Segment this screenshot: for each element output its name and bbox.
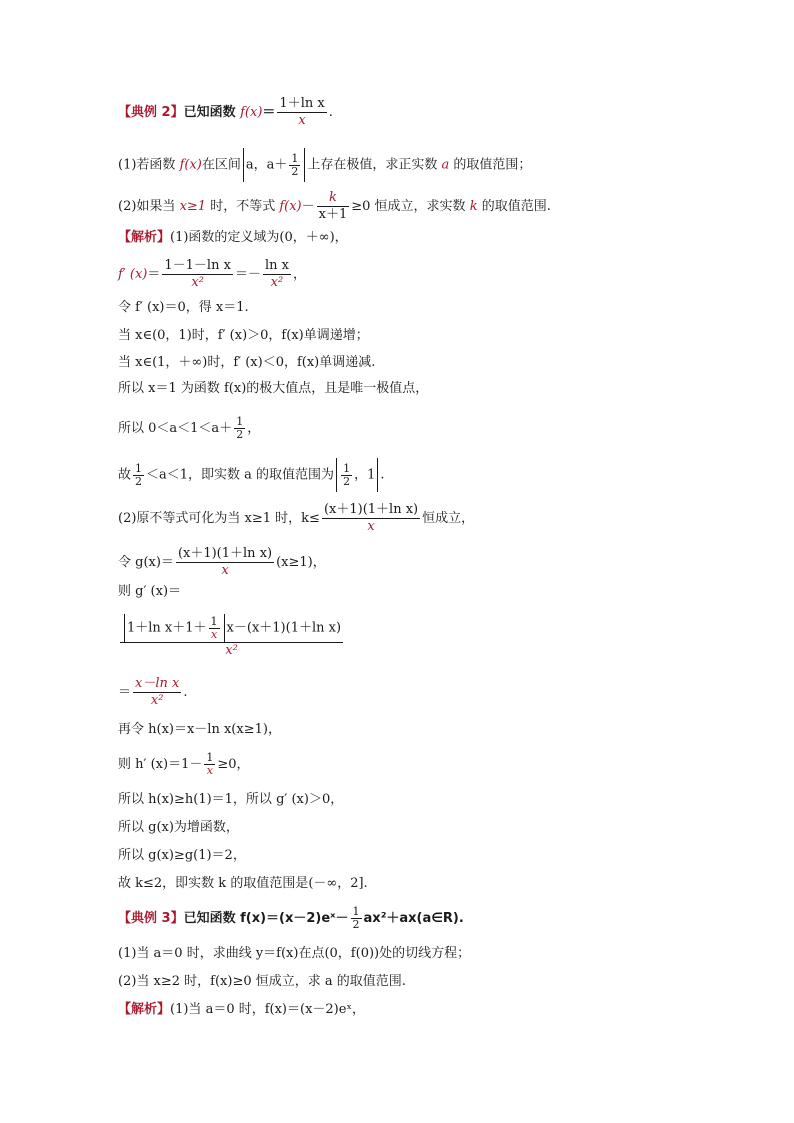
fraction: 1＋ln x＋1＋ $\frac{1}{x}$ x－(x＋1)(1＋ln x) x² xyxy=(120,614,343,659)
solution-line-16: 所以 h(x)≥h(1)＝1，所以 g′ (x)＞0， xyxy=(118,792,344,807)
solution-line-4: 当 x∈(0，1)时，f′ (x)＞0，f(x)单调递增； xyxy=(118,328,369,343)
solution-line-5: 当 x∈(1，＋∞)时，f′ (x)＜0，f(x)单调递减. xyxy=(118,355,376,370)
solution-line-18: 所以 g(x)≥g(1)＝2， xyxy=(118,848,246,863)
solution-tag: 【解析】 xyxy=(118,230,171,245)
fraction: $\frac{1}{2}$ xyxy=(343,461,351,488)
fraction: $\frac{\text{1＋ln x}}{x}$ xyxy=(279,96,325,128)
solution-line-6: 所以 x＝1 为函数 f(x)的极大值点，且是唯一极值点， xyxy=(118,381,429,396)
fraction: $\frac{\text{1－1－ln x}}{\text{x²}}$ xyxy=(164,258,231,290)
solution-line-8: 故 $\frac{1}{2}$ ＜a＜1，即实数 a 的取值范围为 $\frac{1}{2}$ ，1 . xyxy=(118,458,384,492)
fraction: $\frac{\text{(x＋1)(1＋ln x)}}{x}$ xyxy=(177,546,273,578)
solution-line-12 xyxy=(118,614,345,659)
solution-tag: 【解析】 xyxy=(118,1002,171,1017)
example-3-statement: 【典例 3】已知函数 f(x)＝(x－2)eˣ－ $\frac{1}{2}$ ax²＋ax(a∈R). xyxy=(118,905,464,931)
fraction: $\frac{\text{(x＋1)(1＋ln x)}}{x}$ xyxy=(323,502,419,534)
fraction: $\frac{1}{2}$ xyxy=(135,461,143,488)
solution-line-11: 则 g′ (x)＝ xyxy=(118,584,182,599)
solution-line-3: 令 f′ (x)＝0，得 x＝1. xyxy=(118,300,249,315)
solution-line-14: 再令 h(x)＝x－ln x(x≥1)， xyxy=(118,722,281,737)
solution-line-10: 令 g(x)＝ $\frac{\text{(x＋1)(1＋ln x)}}{x}$ (x≥1)， xyxy=(118,546,326,578)
solution-line-9: (2)原不等式可化为当 x≥1 时，k≤ $\frac{\text{(x＋1)(1＋ln x)}}{x}$ 恒成立， xyxy=(118,502,475,534)
fraction: $\frac{1}{2}$ xyxy=(291,151,299,178)
fraction: $\frac{1}{x}$ xyxy=(210,614,218,641)
fraction: $\frac{\text{ln x}}{\text{x²}}$ xyxy=(264,258,289,290)
question-1: (1)若函数 f(x)在区间 a，a＋ $\frac{1}{2}$ 上存在极值，求正实数 a 的取值范围； xyxy=(118,148,531,182)
fraction: $\frac{\text{x－ln x}}{\text{x²}}$ xyxy=(135,676,180,708)
solution-line-2: f′ (x)＝ $\frac{\text{1－1－ln x}}{\text{x²}}$ ＝－ $\frac{\text{ln x}}{\text{x²}}$ ， xyxy=(118,258,306,290)
fraction: $\frac{1}{x}$ xyxy=(206,751,214,777)
solution-line-17: 所以 g(x)为增函数， xyxy=(118,820,239,835)
example-3-question-2: (2)当 x≥2 时，f(x)≥0 恒成立，求 a 的取值范围. xyxy=(118,974,406,989)
example-3-tag: 【典例 3】 xyxy=(118,911,184,926)
example-2-statement: 【典例 2】已知函数 f(x)＝ $\frac{\text{1＋ln x}}{x}$ . xyxy=(118,96,333,128)
question-2: (2)如果当 x≥1 时，不等式 f(x)－ $\frac{k}{x+1}$ ≥0 恒成立，求实数 k 的取值范围. xyxy=(118,190,551,222)
solution-line-7: 所以 0＜a＜1＜a＋ $\frac{1}{2}$ ， xyxy=(118,415,261,441)
example-3-question-1: (1)当 a＝0 时，求曲线 y＝f(x)在点(0，f(0))处的切线方程； xyxy=(118,946,471,961)
solution-line-15: 则 h′ (x)＝1－ $\frac{1}{x}$ ≥0， xyxy=(118,751,250,777)
fraction: $\frac{1}{2}$ xyxy=(352,905,360,931)
solution-line-19: 故 k≤2，即实数 k 的取值范围是(－∞，2]. xyxy=(118,876,368,891)
fraction: $\frac{1}{2}$ xyxy=(236,415,244,441)
solution-line-1: 【解析】(1)函数的定义域为(0，＋∞)， xyxy=(118,230,348,245)
example-2-tag: 【典例 2】 xyxy=(118,105,184,120)
fraction: $\frac{k}{x+1}$ xyxy=(318,190,348,222)
example-3-solution-line-1: 【解析】(1)当 a＝0 时，f(x)＝(x－2)eˣ， xyxy=(118,1002,365,1017)
solution-line-13: ＝ $\frac{\text{x－ln x}}{\text{x²}}$ . xyxy=(118,676,188,708)
